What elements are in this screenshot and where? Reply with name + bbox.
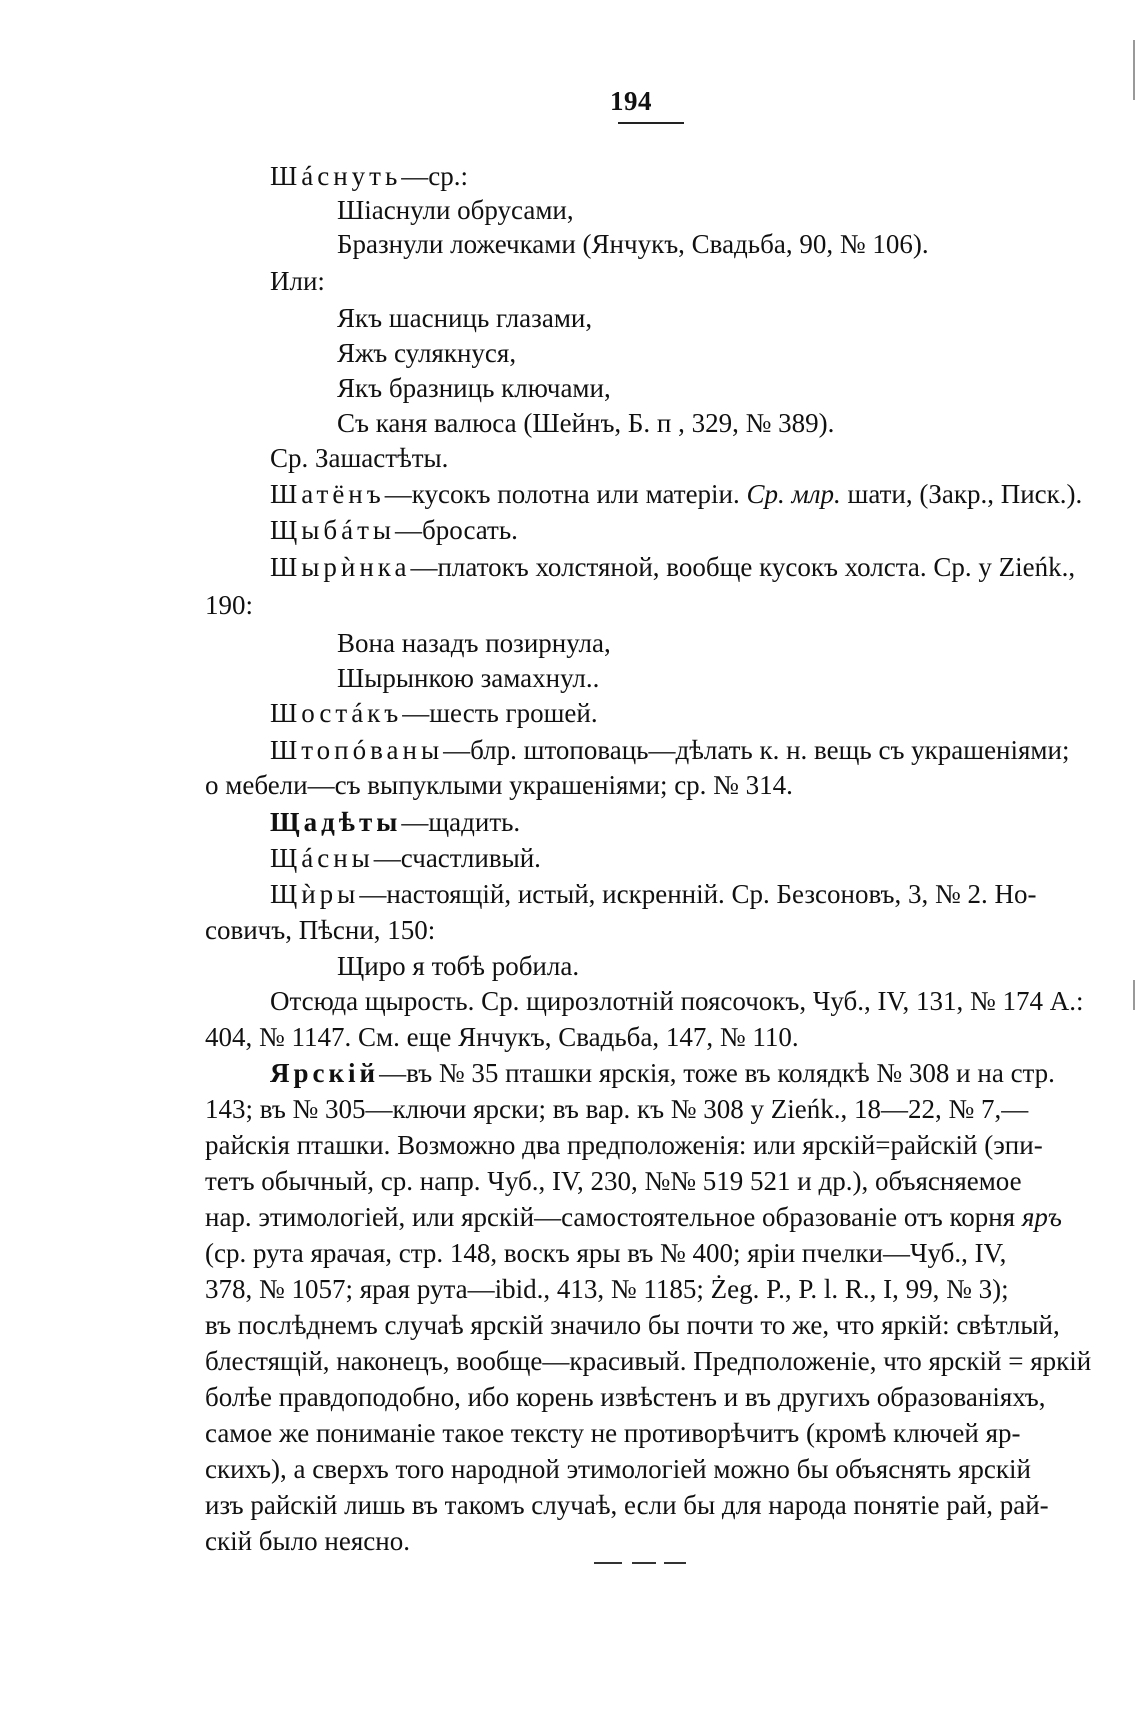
text-line: тетъ обычный, ср. напр. Чуб., IV, 230, №№ 519 521 и др.), объясняемое [205, 1166, 1022, 1196]
entry-headword: Шатёнъ [270, 479, 385, 509]
italic-abbrev: Ср. млр. [746, 479, 841, 509]
text-line: изъ райскiй лишь въ такомъ случаѣ, если бы для народа понятiе рай, рай- [205, 1490, 1049, 1520]
text-line: блестящiй, наконецъ, вообще—красивый. Предположенiе, что ярскiй = яркiй [205, 1346, 1092, 1376]
verse-line: Съ каня валюса (Шейнъ, Б. п , 329, № 389). [337, 408, 835, 438]
text-line [205, 1200, 1062, 1234]
entry-line [270, 805, 520, 839]
entry-line [270, 696, 598, 730]
text-line: совичъ, Пѣсни, 150: [205, 915, 436, 945]
text-line: 190: [205, 590, 254, 620]
closing-dash [594, 1562, 622, 1564]
entry-headword: Штопóваны [270, 735, 444, 765]
text-line: болѣе правдоподобно, ибо корень извѣстенъ и въ другихъ образованiяхъ, [205, 1382, 1046, 1412]
verse-line: Якъ шасниць глазами, [337, 303, 593, 333]
entry-headword: Щыбáты [270, 515, 396, 545]
closing-dash [632, 1562, 656, 1564]
verse-line: Шiаснули обрусами, [337, 195, 574, 225]
text-line: Ср. Зашастѣты. [270, 443, 449, 473]
entry-line [270, 1056, 1055, 1090]
entry-headword: Ярскiй [270, 1058, 380, 1088]
italic-word: яръ [1021, 1202, 1062, 1232]
entry-line [270, 550, 1075, 584]
entry-text: —ср.: [401, 161, 469, 191]
entry-headword: Шáснуть [270, 161, 402, 191]
entry-text: —щадить. [401, 807, 521, 837]
entry-line [270, 513, 518, 547]
text-line: скiй было неясно. [205, 1526, 410, 1556]
entry-line [270, 841, 541, 875]
verse-line: Вона назадъ позирнула, [337, 628, 611, 658]
text-line: въ послѣднемъ случаѣ ярскiй значило бы почти то же, что яркiй: свѣтлый, [205, 1310, 1060, 1340]
entry-headword: Щáсны [270, 843, 374, 873]
scan-edge-mark [1133, 40, 1135, 100]
entry-text: —въ № 35 пташки ярскiя, тоже въ колядкѣ № 308 и на стр. [379, 1058, 1055, 1088]
verse-line: Якъ бразниць ключами, [337, 373, 611, 403]
text-line: скихъ), а сверхъ того народной этимологiей можно бы объяснять ярскiй [205, 1454, 1031, 1484]
entry-line [270, 477, 1082, 511]
text-line: 404, № 1147. См. еще Янчукъ, Свадьба, 147, № 110. [205, 1022, 799, 1052]
text-line: Или: [270, 266, 325, 296]
text-line: самое же пониманiе такое тексту не противорѣчитъ (кромѣ ключей яр- [205, 1418, 1021, 1448]
entry-text: —блр. штоповаць—дѣлать к. н. вещь съ украшенiями; [443, 735, 1070, 765]
verse-line: Шырынкою замахнул.. [337, 663, 600, 693]
entry-headword: Шырѝнка [270, 552, 411, 582]
text-line: Отсюда щырость. Ср. щирозлотнiй поясочокъ, Чуб., IV, 131, № 174 А.: [270, 986, 1084, 1016]
entry-headword: Шостáкъ [270, 698, 403, 728]
text-line: 378, № 1057; ярая рута—ibid., 413, № 1185; Żeg. P., P. l. R., I, 99, № 3); [205, 1274, 1009, 1304]
entry-text: —бросать. [395, 515, 518, 545]
text-line: (ср. рута ярачая, стр. 148, воскъ яры въ № 400; ярiи пчелки—Чуб., IV, [205, 1238, 1007, 1268]
text-line: о мебели—съ выпуклыми украшенiями; ср. № 314. [205, 770, 793, 800]
entry-headword: Щадѣты [270, 807, 402, 837]
verse-line: Щиро я тобѣ робила. [337, 951, 580, 981]
closing-dash [664, 1562, 686, 1564]
entry-text: шати, (Закр., Писк.). [847, 479, 1083, 509]
entry-line [270, 159, 468, 193]
entry-text: —настоящiй, истый, искреннiй. Ср. Безсоновъ, 3, № 2. Но- [359, 879, 1037, 909]
entry-headword: Щѝры [270, 879, 360, 909]
entry-line [270, 877, 1037, 911]
text-line: райскiя пташки. Возможно два предположенiя: или ярскiй=райскiй (эпи- [205, 1130, 1043, 1160]
entry-text: —шесть грошей. [402, 698, 598, 728]
page-number-underline [618, 122, 684, 124]
verse-line: Бразнули ложечками (Янчукъ, Свадьба, 90, № 106). [337, 229, 929, 259]
text-segment: нар. этимологiей, или ярскiй—самостоятельное образованiе отъ корня [205, 1202, 1016, 1232]
entry-text: —счастливый. [373, 843, 541, 873]
scan-edge-mark [1133, 980, 1135, 1010]
text-line: 143; въ № 305—ключи ярски; въ вар. къ № 308 у Zieńk., 18—22, № 7,— [205, 1094, 1029, 1124]
entry-line [270, 733, 1069, 767]
page-number: 194 [610, 86, 652, 116]
entry-text: —кусокъ полотна или матерiи. [384, 479, 740, 509]
entry-text: —платокъ холстяной, вообще кусокъ холста. Ср. у Zieńk., [410, 552, 1076, 582]
verse-line: Яжъ сулякнуся, [337, 338, 517, 368]
